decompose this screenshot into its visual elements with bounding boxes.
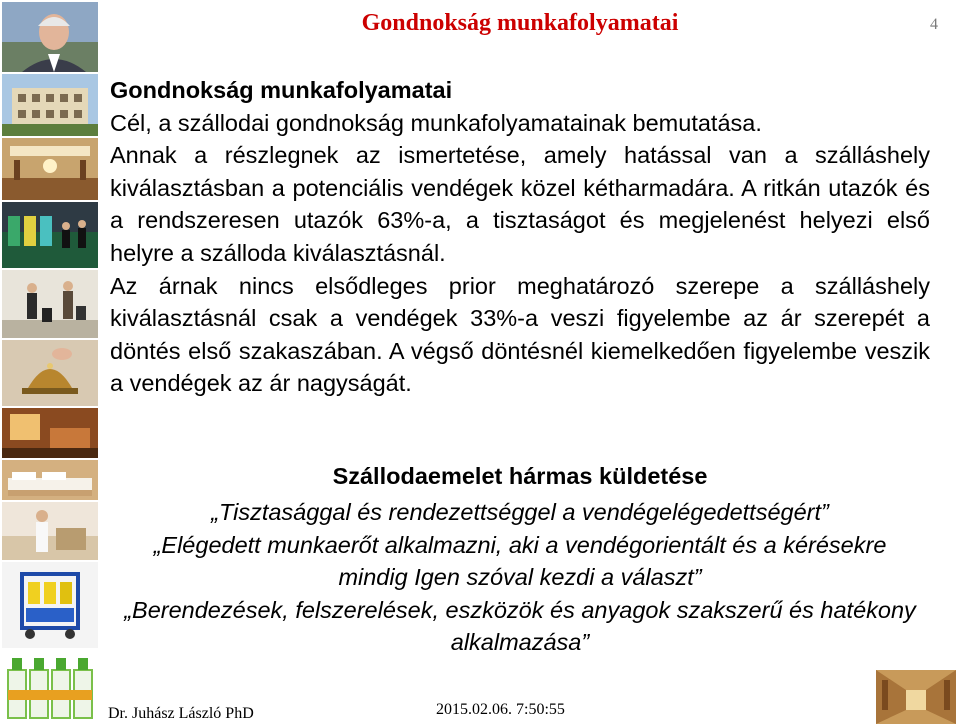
travelers-photo bbox=[2, 270, 98, 338]
mission-item: „Elégedett munkaerőt alkalmazni, aki a vendégorientált és a kérésekre mindig Igen szóval kezdi a választ” bbox=[153, 531, 887, 591]
service-bell-photo bbox=[2, 340, 98, 406]
body-paragraph: Annak a részlegnek az ismertetése, amely hatással van a szálláshely kiválasztásban a potenciális vendégek közel kétharmadára. A ritkán utazók és a rendszeresen utazók 63%-a, a tisztaságot és megjelenést helyezi első helyre a szálloda kiválasztásnál. bbox=[110, 142, 930, 266]
body-text bbox=[110, 74, 930, 400]
housekeeper-photo bbox=[2, 502, 98, 560]
body-heading: Gondnokság munkafolyamatai bbox=[110, 77, 453, 103]
mission-item: „Tisztasággal és rendezettséggel a vendégelégedettségért” bbox=[211, 499, 829, 525]
slide-title: Gondnokság munkafolyamatai bbox=[361, 10, 679, 36]
bed-photo bbox=[2, 460, 98, 500]
lobby-photo bbox=[2, 138, 98, 200]
portrait-photo bbox=[2, 2, 98, 72]
hotel-hallway-photo bbox=[876, 670, 956, 724]
footer-datetime: 2015.02.06. 7:50:55 bbox=[436, 701, 565, 718]
sidebar-image-strip bbox=[0, 0, 100, 726]
mission-item: „Berendezések, felszerelések, eszközök és anyagok szakszerű és hatékony alkalmazása” bbox=[124, 596, 916, 656]
hotel-building-photo bbox=[2, 74, 98, 136]
slide-number: 4 bbox=[930, 16, 938, 33]
reception-photo bbox=[2, 202, 98, 268]
mission-list bbox=[120, 496, 920, 659]
mission-title: Szállodaemelet hármas küldetése bbox=[332, 463, 708, 489]
body-paragraph: Cél, a szállodai gondnokság munkafolyamatainak bemutatása. bbox=[110, 109, 762, 136]
body-paragraph: Az árnak nincs elsődleges prior meghatározó szerepe a szálláshely kiválasztásnál csak a vendégek 33%-a veszi figyelembe az ár szerepét a döntés első szakaszában. A végső döntésnél kiemelkedően figyelembe veszik a vendégek az ár nagyságát. bbox=[110, 272, 930, 397]
room-interior-photo bbox=[2, 408, 98, 458]
cleaning-products-photo bbox=[2, 650, 98, 722]
footer-author: Dr. Juhász László PhD bbox=[108, 705, 254, 722]
cleaning-cart-photo bbox=[2, 562, 98, 648]
